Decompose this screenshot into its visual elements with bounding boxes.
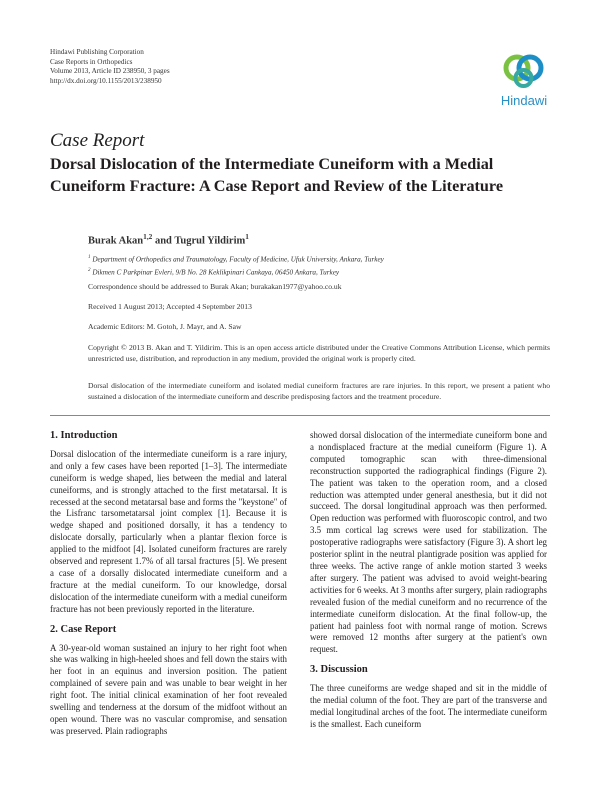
volume-line: Volume 2013, Article ID 238950, 3 pages bbox=[50, 67, 170, 76]
copyright-notice: Copyright © 2013 B. Akan and T. Yildirim. This is an open access article distributed under the Creative Commons Attribution License, which permits unrestricted use, distribution, and reproduction in any medium, provided the original work is properly cited. bbox=[88, 343, 550, 363]
hindawi-logo-icon bbox=[497, 50, 551, 112]
affiliation-2-text: Dikmen C Parkpinar Evleri, 9/B No. 28 Keklikpinari Cankaya, 06450 Ankara, Turkey bbox=[92, 268, 340, 277]
case-report-heading: 2. Case Report bbox=[50, 623, 117, 635]
affiliation-2 bbox=[88, 265, 550, 278]
author-1-affil: 1,2 bbox=[143, 232, 153, 241]
affiliation-1 bbox=[88, 252, 550, 265]
right-column bbox=[310, 430, 547, 739]
academic-editors: Academic Editors: M. Gotoh, J. Mayr, and A. Saw bbox=[88, 322, 242, 331]
author-1: Burak Akan bbox=[88, 235, 144, 247]
case-report-continued: showed dorsal dislocation of the intermediate cuneiform bone and a nondisplaced fracture at the medial cuneiform (Figure 1). A computed tomographic scan with three-dimensional reconstruction supported the radiographical findings (Figure 2). The patient was taken to the operation room, and a closed reduction was attempted under general anesthesia, but it did not succeed. The dorsal longitudinal approach was then performed. Open reduction was performed with fluoroscopic control, and two 3.5 mm cortical lag screws were used for stabilization. The postoperative radiographs were satisfactory (Figure 3). A short leg posterior splint in the neutral plantigrade position was applied for three weeks. The active range of ankle motion started 3 weeks after surgery. The patient was advised to avoid weight-bearing activities for 6 weeks. At 3 months after surgery, plain radiographs revealed fusion of the medial cuneiform and no recurrence of the intermediate cuneiform dislocation. At the final follow-up, the patient had painless foot with normal range of motion. Screws were removed 12 months after surgery at the patient's own request. bbox=[310, 430, 547, 655]
case-report-paragraph: A 30-year-old woman sustained an injury to her right foot when she was walking in high-heeled shoes and fell down the stairs with her foot in an equinus and inversion position. The patient complained of severe pain and was unable to bear weight in her right foot. The initial clinical examination of her foot revealed swelling and tenderness at the dorsum of the midfoot without an open wound. There was no vascular compromise, and sensation was preserved. Plain radiographs bbox=[50, 642, 287, 736]
author-conjunction: and bbox=[154, 235, 172, 247]
affiliation-1-num: 1 bbox=[88, 255, 91, 260]
hindawi-logo bbox=[497, 50, 551, 112]
author-line bbox=[88, 232, 550, 247]
doi-link[interactable]: http://dx.doi.org/10.1155/2013/238950 bbox=[50, 76, 162, 85]
correspondence: Correspondence should be addressed to Burak Akan; burakakan1977@yahoo.co.uk bbox=[88, 282, 342, 291]
affiliation-1-text: Department of Orthopedics and Traumatology, Faculty of Medicine, Ufuk University, Ankara, Turkey bbox=[92, 255, 384, 264]
discussion-paragraph: The three cuneiforms are wedge shaped and sit in the middle of the medial column of the foot. They are part of the transverse and medial longitudinal arches of the foot. The intermediate cuneiform is the smallest. Each cuneiform bbox=[310, 683, 547, 729]
author-2-affil: 1 bbox=[245, 232, 249, 241]
author-2: Tugrul Yildirim bbox=[174, 235, 246, 247]
received-dates: Received 1 August 2013; Accepted 4 September 2013 bbox=[88, 302, 252, 311]
left-column bbox=[50, 430, 287, 746]
logo-text: Hindawi bbox=[500, 93, 548, 108]
affiliation-2-num: 2 bbox=[88, 268, 91, 274]
affiliations bbox=[88, 252, 550, 279]
article-title: Dorsal Dislocation of the Intermediate Cuneiform with a Medial Cuneiform Fracture: A Case Report and Review of the Literature bbox=[50, 155, 504, 195]
journal-header bbox=[50, 48, 170, 86]
intro-heading: 1. Introduction bbox=[50, 430, 118, 441]
discussion-heading: 3. Discussion bbox=[310, 664, 368, 676]
intro-paragraph: Dorsal dislocation of the intermediate cuneiform is a rare injury, and only a few cases have been reported [1–3]. The intermediate cuneiform is wedge shaped, lies between the medial and lateral cuneiforms, and is strongly attached to the first metatarsal. It is recessed at the second metatarsal base and forms the "keystone" of the Lisfranc tarsometatarsal joint complex [1]. Because it is wedge shaped and positioned dorsally, it has a tendency to dislocate dorsally, particularly when a plantar flexion force is applied to the midfoot [4]. Isolated cuneiform fractures are rarely observed and represent 1.7% of all tarsal fractures [5]. We present a case of a dorsally dislocated intermediate cuneiform and a fracture at the medial cuneiform. To our knowledge, dorsal dislocation of the intermediate cuneiform with a medial cuneiform fracture has not been previously reported in the literature. bbox=[50, 448, 287, 614]
publisher-name: Hindawi Publishing Corporation bbox=[50, 48, 144, 56]
journal-name: Case Reports in Orthopedics bbox=[50, 57, 133, 66]
section-divider bbox=[50, 415, 550, 416]
abstract: Dorsal dislocation of the intermediate cuneiform and isolated medial cuneiform fractures are rare injuries. In this report, we present a patient who sustained a dislocation of the intermediate cuneiform and describe predisposing factors and the treatment procedure. bbox=[88, 381, 550, 401]
article-type-label: Case Report bbox=[50, 130, 145, 151]
